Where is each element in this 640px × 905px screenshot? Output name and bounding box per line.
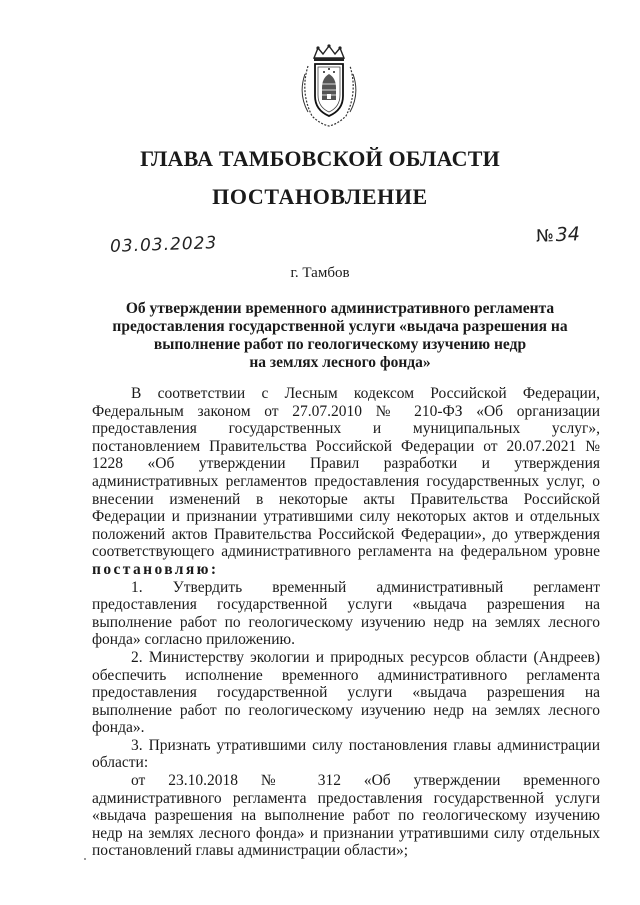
city-line: г. Тамбов [290,265,350,281]
item-2-paragraph: 2. Министерству экологии и природных ресурсов области (Андреев) обеспечить исполнение временного административного регламента предоставления государственной услуги «выдача разрешения на выполнение работ по геологическому изучению недр на землях лесного фонда». [92,648,600,737]
subject-line: выполнение работ по геологическому изучению недр [153,336,527,353]
number-value: 34 [555,223,581,247]
document-number [536,223,581,247]
document-subject [100,300,580,372]
subject-line: на землях лесного фонда» [249,354,431,371]
preamble-text: В соответствии с Лесным кодексом Российской Федерации, Федеральным законом от 27.07.2010 № 210-ФЗ «Об организации предоставления государственных и муниципальных услуг», постановлением Правительства Российской Федерации от 20.07.2021 № 1228 «Об утверждении Правил разработки и утверждения административных регламентов предоставления государственных услуг, о внесении изменений в некоторые акты Правительства Российской Федерации и признании утратившими силу некоторых актов и отдельных положений актов Правительства Российской Федерации», до утверждения соответствующего административного регламента на федеральном уровне [92,385,600,561]
item-3-subitem-paragraph: от 23.10.2018 № 312 «Об утверждении временного административного регламента предоставления государственной услуги «выдача разрешения на выполнение работ по геологическому изучению недр на землях лесного фонда» и признании утратившими силу отдельных постановлений главы администрации области»; [92,772,600,860]
item-1-paragraph: 1. Утвердить временный административный регламент предоставления государственной услуги «выдача разрешения на выполнение работ по геологическому изучению недр на землях лесного фонда» согласно приложению. [92,578,600,649]
document-type-title: ПОСТАНОВЛЕНИЕ [212,184,428,209]
subject-line: предоставления государственной услуги «выдача разрешения на [112,318,568,335]
scan-artifact [84,858,86,860]
document-date: 03.03.2023 [109,233,218,257]
coat-of-arms-emblem [298,44,360,128]
decree-word: постановляю: [92,560,219,578]
document-body [92,385,600,860]
item-3-paragraph: 3. Признать утратившими силу постановления главы администрации области: [92,736,600,772]
organization-title: ГЛАВА ТАМБОВСКОЙ ОБЛАСТИ [140,146,500,171]
subject-line: Об утверждении временного административного регламента [125,300,555,317]
number-sign: № [535,226,555,247]
preamble-paragraph [92,385,600,579]
